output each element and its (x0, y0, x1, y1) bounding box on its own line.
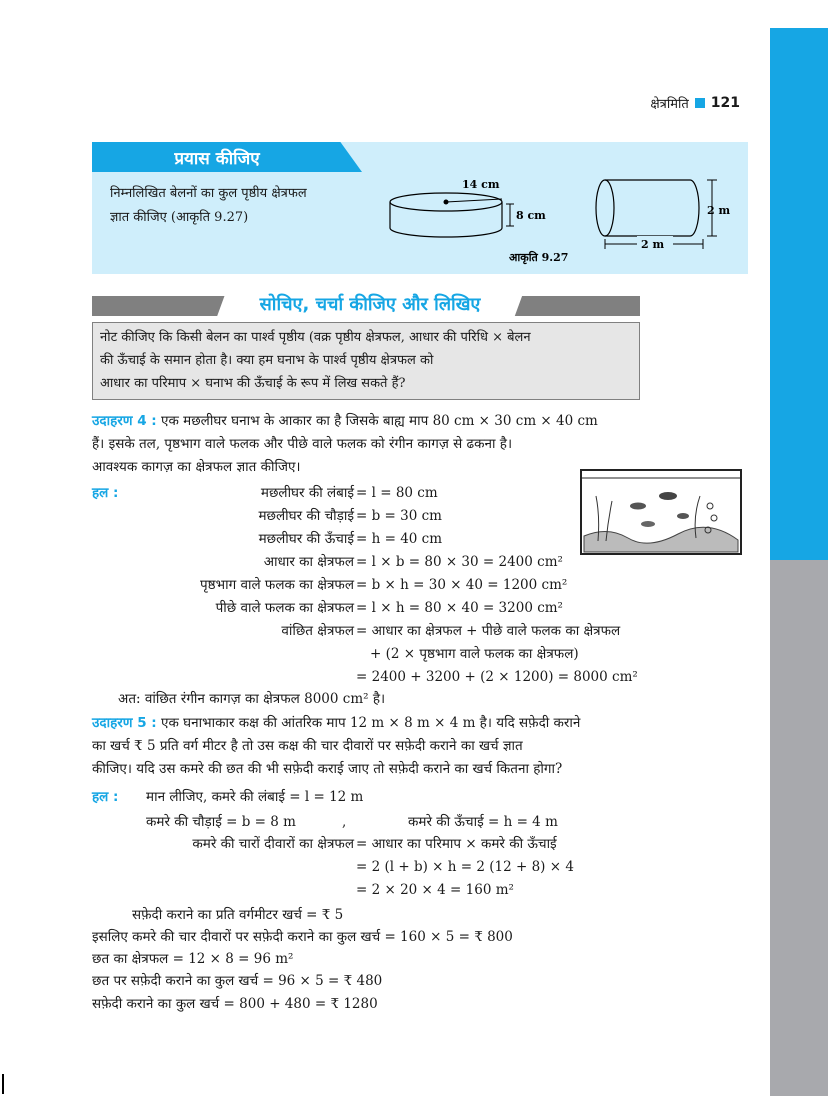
example-5-label: उदाहरण 5 : (92, 715, 157, 731)
sidebar-accent-gray (770, 560, 828, 1096)
walls-total-cost: इसलिए कमरे की चार दीवारों पर सफ़ेदी कराने का कुल खर्च = 160 × 5 = ₹ 800 (92, 929, 513, 945)
note-text: नोट कीजिए कि किसी बेलन का पार्श्व पृष्ठीय (वक्र पृष्ठीय क्षेत्रफल, आधार की परिधि × बेलन की ऊँचाई के समान होता है। क्या हम घनाभ के पार्श्व पृष्ठीय क्षेत्रफल को आधार का परिमाप × घनाभ की ऊँचाई के रूप में लिख सकते हैं? (100, 330, 531, 391)
chapter-title: क्षेत्रमिति (650, 97, 689, 112)
cost-rate: सफ़ेदी कराने का प्रति वर्गमीटर खर्च = ₹ 5 (132, 907, 344, 923)
height-label-2: 2 m (707, 204, 731, 217)
cylinders-figure (385, 172, 745, 272)
header-square-icon (695, 98, 705, 108)
solution-5-separator: , (342, 814, 347, 830)
solution-4-values: = l = 80 cm = b = 30 cm = h = 40 cm = l × b = 80 × 30 = 2400 cm² = b × h = 30 × 40 = 1200 cm² = l × h = 80 × 40 = 3200 cm² = आधार का क्षेत्रफल + पीछे वाले फलक का क्षेत्रफल + (2 × पृष्ठभाग वाले फलक का क्षेत्रफल) = 2400 + 3200 + (2 × 1200) = 8000 cm² (356, 485, 638, 685)
solution-4-labels: मछलीघर की लंबाई मछलीघर की चौड़ाई मछलीघर की ऊँचाई आधार का क्षेत्रफल पृष्ठभाग वाले फलक का क्षेत्रफल पीछे वाले फलक का क्षेत्रफल वांछित क्षेत्रफल (199, 485, 354, 639)
think-title: सोचिए, चर्चा कीजिए और लिखिए (259, 294, 481, 315)
roof-area: छत का क्षेत्रफल = 12 × 8 = 96 m² (92, 951, 294, 967)
radius-label: 14 cm (462, 178, 500, 191)
margin-mark (2, 1074, 4, 1094)
page-header (650, 94, 740, 112)
sidebar-accent-blue (770, 28, 828, 560)
page-number: 121 (710, 95, 740, 111)
try-it-title: प्रयास कीजिए (174, 149, 260, 169)
short-cylinder (390, 193, 502, 237)
height-label-1: 8 cm (516, 209, 546, 222)
example-4-label: उदाहरण 4 : (92, 413, 157, 429)
length-label: 2 m (641, 238, 665, 251)
example-4-conclusion: अत: वांछित रंगीन कागज़ का क्षेत्रफल 8000 cm² है। (118, 691, 386, 707)
solution-5-width: कमरे की चौड़ाई = b = 8 m (146, 814, 296, 830)
total-cost: सफ़ेदी कराने का कुल खर्च = 800 + 480 = ₹ 1280 (92, 996, 378, 1012)
roof-cost: छत पर सफ़ेदी कराने का कुल खर्च = 96 × 5 = ₹ 480 (92, 973, 383, 989)
solution-4-label: हल : (92, 485, 119, 501)
example-4-statement: उदाहरण 4 : एक मछलीघर घनाभ के आकार का है जिसके बाह्य माप 80 cm × 30 cm × 40 cm हैं। इसके तल, पृष्ठभाग वाले फलक और पीछे वाले फलक को रंगीन कागज़ से ढकना है। आवश्यक कागज़ का क्षेत्रफल ज्ञात कीजिए। (92, 413, 598, 475)
try-it-text: निम्नलिखित बेलनों का कुल पृष्ठीय क्षेत्रफल ज्ञात कीजिए (आकृति 9.27) (110, 186, 307, 225)
solution-5-line1: मान लीजिए, कमरे की लंबाई = l = 12 m (146, 789, 364, 805)
walls-area-values: = आधार का परिमाप × कमरे की ऊँचाई = 2 (l + b) × h = 2 (12 + 8) × 4 = 2 × 20 × 4 = 160 m² (356, 836, 574, 898)
walls-area-label: कमरे की चारों दीवारों का क्षेत्रफल (192, 836, 354, 852)
long-cylinder (596, 180, 699, 236)
example-5-statement: उदाहरण 5 : एक घनाभाकार कक्ष की आंतरिक माप 12 m × 8 m × 4 m है। यदि सफ़ेदी कराने का खर्च ₹ 5 प्रति वर्ग मीटर है तो उस कक्ष की चार दीवारों पर सफ़ेदी कराने का खर्च ज्ञात कीजिए। यदि उस कमरे की छत की भी सफ़ेदी कराई जाए तो सफ़ेदी कराने का खर्च कितना होगा? (92, 715, 581, 777)
solution-5-height: कमरे की ऊँचाई = h = 4 m (408, 814, 558, 830)
solution-5-label: हल : (92, 789, 119, 805)
figure-caption: आकृति 9.27 (509, 251, 569, 264)
